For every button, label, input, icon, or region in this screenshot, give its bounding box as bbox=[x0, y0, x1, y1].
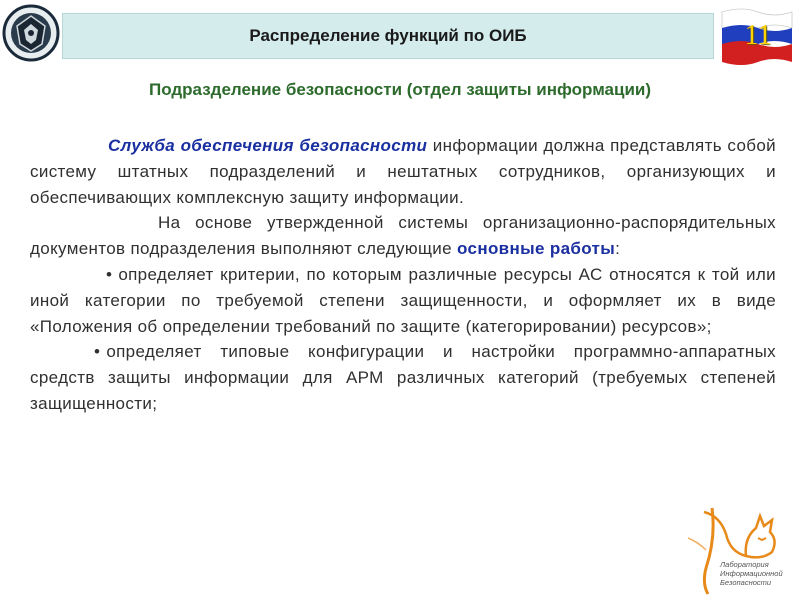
lab-caption-line: Лаборатория bbox=[720, 560, 769, 569]
bullet-1-text: определяет критерии, по которым различные ресурсы АС относятся к той или иной категории по требуемой степени защищенности, и оформляет их в виде «Положения об определении требований по защите (категорировании) ресурсов»; bbox=[30, 264, 776, 336]
bullet-icon: • bbox=[106, 264, 113, 284]
paragraph-1 bbox=[30, 133, 776, 210]
bullet-item-1 bbox=[30, 262, 776, 339]
main-works-term: основные работы bbox=[457, 239, 616, 259]
lab-caption-line: Безопасности bbox=[720, 578, 772, 587]
section-subtitle: Подразделение безопасности (отдел защиты информации) bbox=[148, 80, 652, 99]
paragraph-2-colon: : bbox=[615, 239, 621, 259]
lab-caption-line: Информационной bbox=[720, 569, 783, 578]
header-bar bbox=[62, 13, 714, 59]
paragraph-2-text: На основе утвержденной системы организационно-распорядительных документов подразделения выполняют следующие bbox=[30, 213, 776, 259]
slide-number: 11 bbox=[744, 20, 772, 51]
paragraph-2 bbox=[30, 210, 776, 262]
emphasis-term: Служба обеспечения безопасности bbox=[108, 136, 428, 155]
bullet-item-2 bbox=[30, 339, 776, 416]
security-emblem-icon bbox=[2, 4, 60, 62]
paragraph-1-text: информации должна представлять собой систему штатных подразделений и нештатных сотрудников, организующих и обеспечивающих комплексную защиту информации. bbox=[30, 136, 776, 207]
page-title: Распределение функций по ОИБ bbox=[249, 26, 527, 45]
lab-logo bbox=[686, 498, 790, 596]
body-text bbox=[30, 133, 776, 417]
bullet-icon: • bbox=[94, 342, 101, 362]
bullet-2-text: определяет типовые конфигурации и настройки программно-аппаратных средств защиты информации для АРМ различных категорий (требуемых степеней защищенности; bbox=[30, 342, 776, 413]
lab-caption bbox=[720, 560, 790, 587]
flag-badge bbox=[718, 6, 796, 66]
